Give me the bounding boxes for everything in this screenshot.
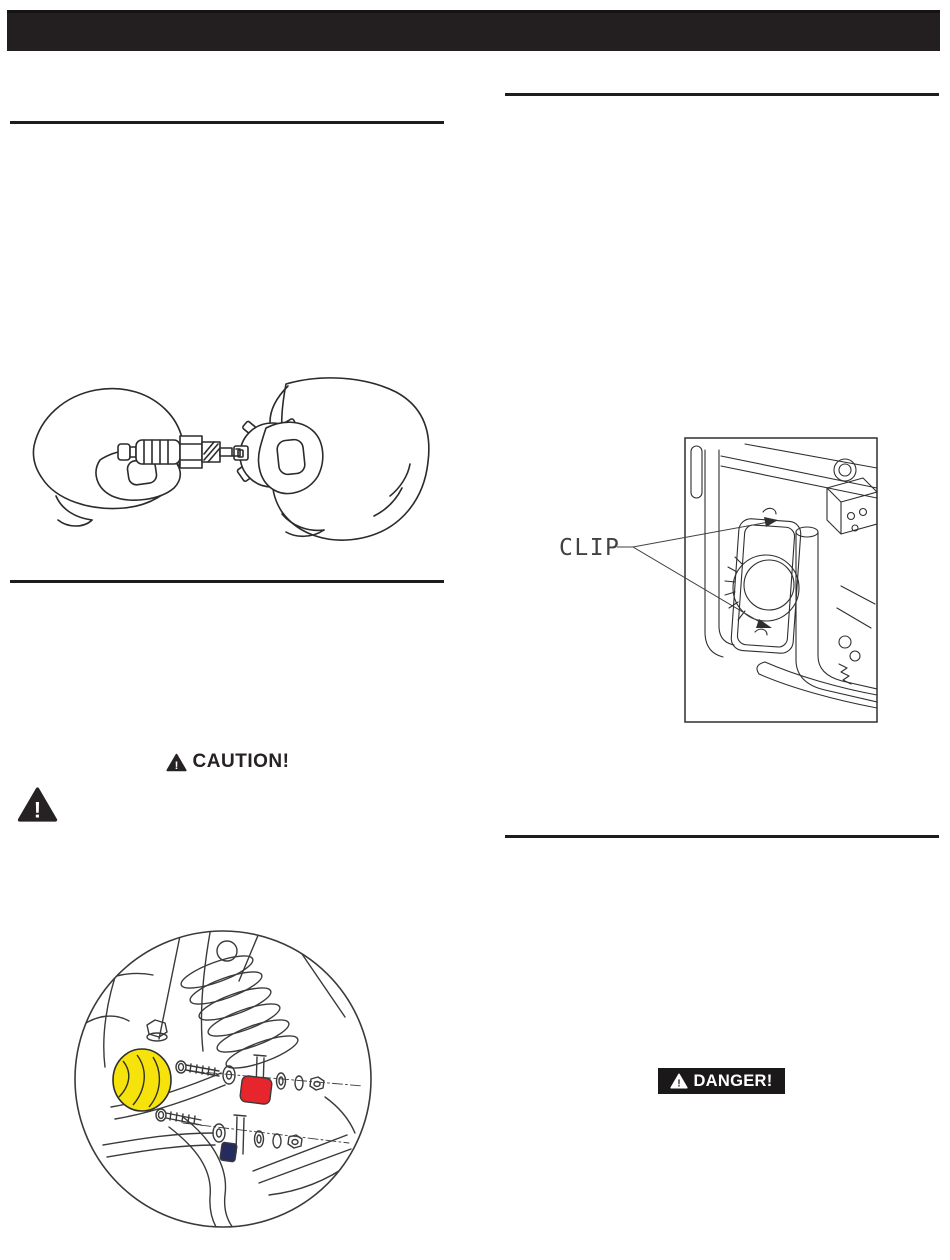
- caution-label: CAUTION!: [192, 751, 290, 772]
- warning-triangle-icon: [17, 786, 58, 823]
- svg-text:!: !: [174, 759, 178, 772]
- danger-badge: [658, 1068, 785, 1094]
- clip-callout-label: CLIP: [559, 535, 621, 561]
- svg-text:!: !: [677, 1078, 682, 1089]
- warning-triangle-icon: [166, 753, 187, 772]
- air-cleaner-clip-figure: [545, 436, 879, 724]
- left-column-divider-middle: [10, 580, 444, 583]
- right-column-divider-top: [505, 93, 939, 96]
- spark-plug-gap-figure: [30, 376, 432, 548]
- left-column-divider-top: [10, 121, 444, 124]
- page-header-bar: [7, 10, 940, 51]
- caution-heading: [0, 751, 455, 773]
- battery-terminal-figure: [63, 921, 383, 1233]
- warning-triangle-icon: [670, 1073, 688, 1089]
- right-thumb: [259, 422, 323, 493]
- right-column-divider-middle: [505, 835, 939, 838]
- danger-label: DANGER!: [693, 1071, 773, 1090]
- svg-text:!: !: [33, 797, 42, 823]
- yellow-cap: [113, 1049, 171, 1111]
